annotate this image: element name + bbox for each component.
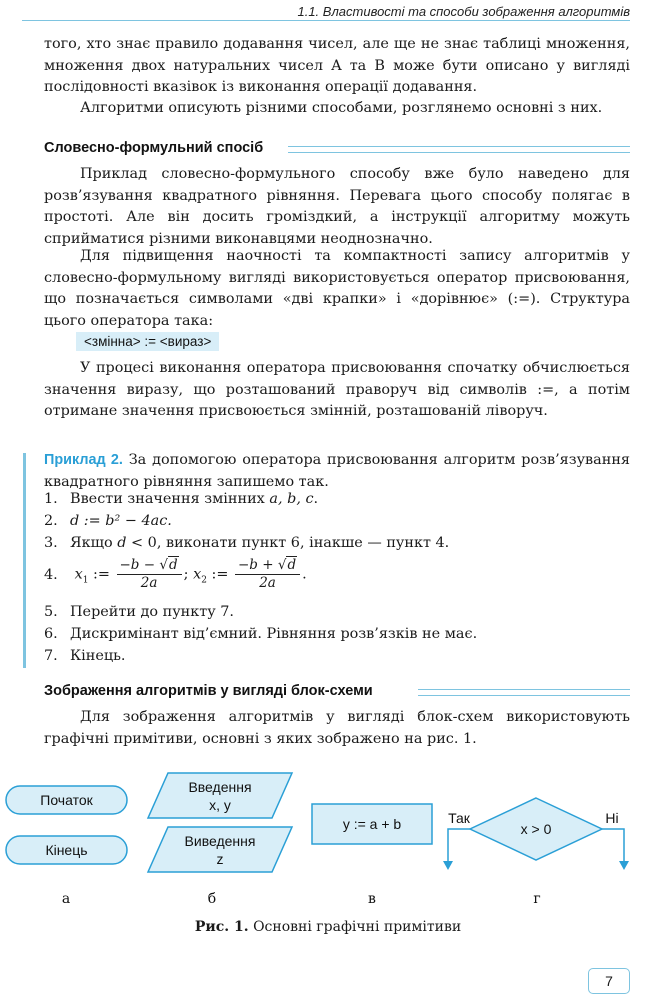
assignment-syntax: <змінна> := <вираз>	[76, 332, 219, 351]
yes-label: Так	[448, 810, 470, 826]
example-sidebar	[23, 453, 26, 668]
figure-label-c: в	[368, 891, 376, 907]
list-item: 2. d := b² − 4ac.	[44, 513, 172, 529]
section-rule	[418, 689, 630, 696]
running-header: 1.1. Властивості та способи зображення алгоритмів	[297, 4, 630, 19]
section1-paragraph-3: У процесі виконання оператора присвоювання спочатку обчислюється значення виразу, що розташований праворуч від символів :=, а потім отримане значення присвоюється змінній, розташованій ліворуч.	[44, 360, 630, 420]
list-item: 6. Дискримінант від’ємний. Рівняння розв’язків не має.	[44, 626, 478, 642]
arrow-down-icon	[619, 861, 629, 870]
figure-label-d: г	[533, 891, 541, 907]
figure-caption: Рис. 1. Основні графічні примітиви	[194, 919, 462, 935]
figure-label-b: б	[207, 891, 217, 907]
section1-paragraph-1: Приклад словесно-формульного способу вже було наведено для розв’язування квадратного рівняння. Перевага цього способу полягає в простоті. Але він досить громіздкий, а інструкції алгоритму можуть сприйматися різними виконавцями неоднозначно.	[44, 166, 630, 248]
process-label: y := a + b	[342, 816, 402, 832]
output-label-line1: Виведення	[184, 833, 256, 849]
list-item-formula: 4. $x_1$ := $\frac{-b - √d}{2a}$ ; $x_2$ := $\frac{-b + √d}{2a}$ .	[44, 557, 307, 591]
example-label: Приклад 2.	[44, 452, 123, 468]
example-text: За допомогою оператора присвоювання алгоритм розв’язування квадратного рівняння запишемо так.	[44, 452, 631, 490]
root-fraction-2: $\frac{-b + √d}{2a}$	[235, 557, 300, 592]
section1-paragraph-2: Для підвищення наочності та компактності запису алгоритмів у словесно-формульному вигляді використовується оператор присвоювання, що позначається символами «дві крапки» і «дорівнює» (:=). Структура цього оператора така:	[44, 248, 630, 330]
decision-label: x > 0	[520, 821, 552, 837]
example-intro	[44, 450, 630, 493]
header-rule	[22, 20, 630, 21]
list-item: 7. Кінець.	[44, 648, 126, 664]
input-label-line2: x, y	[209, 797, 231, 813]
end-terminal-label: Кінець	[45, 842, 88, 858]
no-label: Ні	[605, 810, 619, 826]
output-label-line2: z	[216, 851, 224, 867]
list-item: 1. Ввести значення змінних a, b, c.	[44, 491, 319, 507]
section-rule	[288, 146, 630, 153]
flowchart-primitives-figure	[0, 760, 656, 910]
section2-paragraph-1: Для зображення алгоритмів у вигляді блок-схем використовують графічні примітиви, основні з яких зображено на рис. 1.	[44, 709, 630, 747]
figure-label-a: а	[61, 891, 71, 907]
intro-paragraph-2: Алгоритми описують різними способами, розглянемо основні з них.	[80, 100, 603, 116]
intro-paragraph-1: того, хто знає правило додавання чисел, але ще не знає таблиці множення, множення двох натуральних чисел A та B може бути описано у вигляді послідовності вказівок із виконання операції додавання.	[44, 36, 630, 96]
arrow-down-icon	[443, 861, 453, 870]
no-branch-line	[602, 829, 624, 864]
yes-branch-line	[448, 829, 470, 864]
input-label-line1: Введення	[188, 779, 252, 795]
page-number: 7	[588, 968, 630, 994]
section-title-flowchart: Зображення алгоритмів у вигляді блок-схеми	[44, 683, 373, 699]
start-terminal-label: Початок	[40, 792, 93, 808]
section-title-verbal: Словесно-формульний спосіб	[44, 140, 264, 156]
list-item: 3. Якщо d < 0, виконати пункт 6, інакше — пункт 4.	[44, 535, 450, 551]
list-item: 5. Перейти до пункту 7.	[44, 604, 234, 620]
root-fraction-1: $\frac{-b - √d}{2a}$	[117, 557, 182, 592]
